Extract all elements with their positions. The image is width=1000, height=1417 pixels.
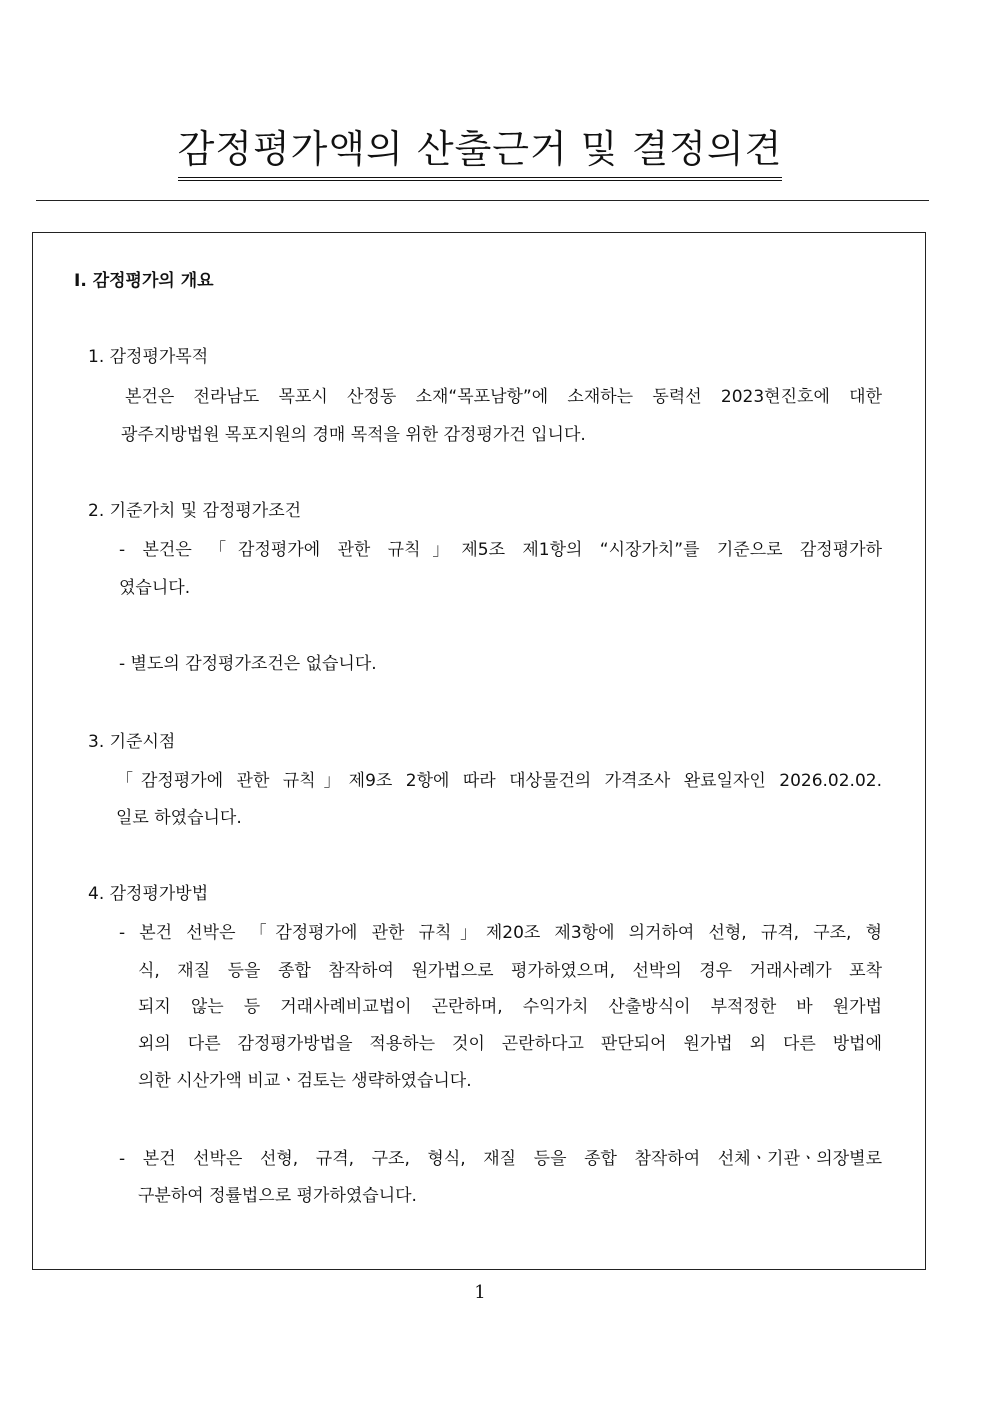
item-4-line-6: - 본건 선박은 선형, 규격, 구조, 형식, 재질 등을 종합 참작하여 선체ㆍ기관ㆍ의장별로 — [119, 1149, 882, 1169]
item-2-line-3: - 별도의 감정평가조건은 없습니다. — [119, 654, 377, 674]
item-2-line-2: 였습니다. — [119, 578, 191, 598]
section-heading: Ⅰ. 감정평가의 개요 — [74, 271, 214, 291]
item-3-line-1: 「감정평가에 관한 규칙」제9조 2항에 따라 대상물건의 가격조사 완료일자인 2026.02.02. — [116, 771, 882, 791]
item-4-line-2: 식, 재질 등을 종합 참작하여 원가법으로 평가하였으며, 선박의 경우 거래사례가 포착 — [138, 961, 882, 981]
item-4-line-7: 구분하여 정률법으로 평가하였습니다. — [138, 1186, 417, 1206]
item-3-line-2: 일로 하였습니다. — [116, 808, 242, 828]
item-2-line-1: - 본건은 「감정평가에 관한 규칙」제5조 제1항의 “시장가치”를 기준으로 감정평가하 — [119, 540, 882, 560]
item-2-heading: 2. 기준가치 및 감정평가조건 — [88, 501, 302, 521]
item-4-line-3: 되지 않는 등 거래사례비교법이 곤란하며, 수익가치 산출방식이 부적정한 바 원가법 — [138, 997, 882, 1017]
item-1-line-2: 광주지방법원 목포지원의 경매 목적을 위한 감정평가건 입니다. — [121, 425, 586, 445]
item-4-line-4: 외의 다른 감정평가방법을 적용하는 것이 곤란하다고 판단되어 원가법 외 다른 방법에 — [138, 1034, 882, 1054]
item-4-line-5: 의한 시산가액 비교ㆍ검토는 생략하였습니다. — [138, 1071, 472, 1091]
document-title: 감정평가액의 산출근거 및 결정의견 — [0, 118, 960, 181]
item-1-line-1: 본건은 전라남도 목포시 산정동 소재“목포남항”에 소재하는 동력선 2023현진호에 대한 — [125, 387, 882, 407]
title-divider — [36, 200, 929, 201]
item-3-heading: 3. 기준시점 — [88, 732, 176, 752]
item-4-line-1: - 본건 선박은 「감정평가에 관한 규칙」제20조 제3항에 의거하여 선형, 규격, 구조, 형 — [119, 923, 882, 943]
item-4-heading: 4. 감정평가방법 — [88, 884, 209, 904]
item-1-heading: 1. 감정평가목적 — [88, 347, 209, 367]
page-number: 1 — [474, 1282, 486, 1303]
